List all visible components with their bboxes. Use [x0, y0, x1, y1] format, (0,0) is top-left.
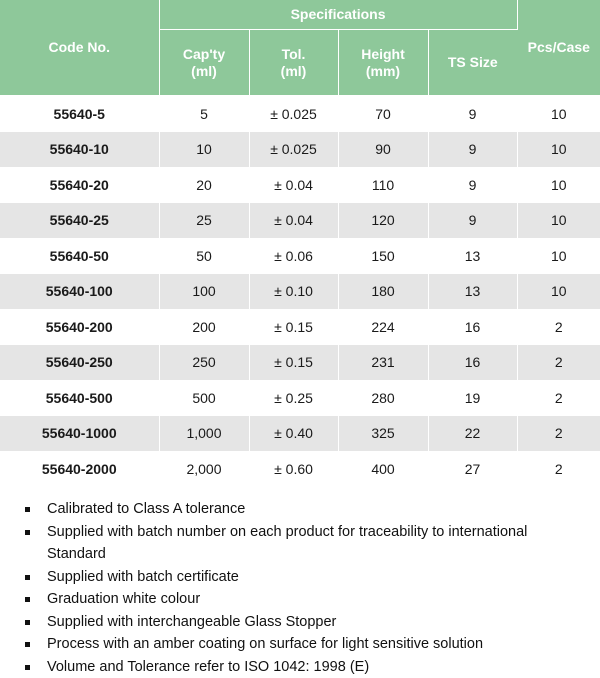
cell-ts-size: 16 — [428, 309, 517, 345]
header-capacity — [159, 30, 249, 96]
cell-height: 325 — [338, 416, 428, 452]
cell-tolerance: ± 0.60 — [249, 451, 338, 487]
cell-pcs-case: 10 — [517, 203, 600, 239]
header-capacity-label: Cap'ty — [183, 46, 225, 62]
header-pcs-case: Pcs/Case — [517, 0, 600, 96]
cell-pcs-case: 10 — [517, 274, 600, 310]
cell-ts-size: 22 — [428, 416, 517, 452]
table-row — [0, 416, 600, 452]
cell-height: 110 — [338, 167, 428, 203]
cell-pcs-case: 10 — [517, 167, 600, 203]
cell-height: 280 — [338, 380, 428, 416]
table-row — [0, 238, 600, 274]
cell-tolerance: ± 0.15 — [249, 309, 338, 345]
list-item-text: Volume and Tolerance refer to ISO 1042: 1998 (E) — [47, 659, 369, 675]
cell-height: 90 — [338, 132, 428, 168]
cell-height: 180 — [338, 274, 428, 310]
cell-capacity: 250 — [159, 345, 249, 381]
cell-capacity: 500 — [159, 380, 249, 416]
cell-code: 55640-250 — [0, 345, 159, 381]
cell-tolerance: ± 0.025 — [249, 96, 338, 132]
list-item-text: Process with an amber coating on surface for light sensitive solution — [47, 636, 483, 652]
cell-height: 150 — [338, 238, 428, 274]
cell-capacity: 5 — [159, 96, 249, 132]
header-height-unit: (mm) — [366, 63, 400, 79]
table-row — [0, 451, 600, 487]
list-item — [0, 498, 600, 521]
cell-pcs-case: 2 — [517, 380, 600, 416]
cell-pcs-case: 10 — [517, 238, 600, 274]
table-row — [0, 167, 600, 203]
list-item-text: Graduation white colour — [47, 591, 200, 607]
bullet-square-icon — [25, 507, 30, 512]
cell-tolerance: ± 0.04 — [249, 203, 338, 239]
bullet-square-icon — [25, 575, 30, 580]
cell-ts-size: 9 — [428, 203, 517, 239]
cell-capacity: 20 — [159, 167, 249, 203]
table-row — [0, 380, 600, 416]
cell-height: 231 — [338, 345, 428, 381]
cell-height: 224 — [338, 309, 428, 345]
cell-pcs-case: 2 — [517, 451, 600, 487]
list-item-text: Calibrated to Class A tolerance — [47, 501, 245, 517]
cell-code: 55640-10 — [0, 132, 159, 168]
cell-ts-size: 13 — [428, 274, 517, 310]
cell-tolerance: ± 0.25 — [249, 380, 338, 416]
cell-capacity: 100 — [159, 274, 249, 310]
cell-pcs-case: 10 — [517, 96, 600, 132]
table-row — [0, 132, 600, 168]
cell-pcs-case: 2 — [517, 416, 600, 452]
feature-list — [0, 498, 600, 678]
cell-capacity: 1,000 — [159, 416, 249, 452]
cell-tolerance: ± 0.40 — [249, 416, 338, 452]
cell-code: 55640-25 — [0, 203, 159, 239]
header-tolerance — [249, 30, 338, 96]
cell-height: 70 — [338, 96, 428, 132]
cell-capacity: 200 — [159, 309, 249, 345]
cell-tolerance: ± 0.04 — [249, 167, 338, 203]
cell-pcs-case: 2 — [517, 345, 600, 381]
cell-code: 55640-2000 — [0, 451, 159, 487]
bullet-square-icon — [25, 620, 30, 625]
header-capacity-unit: (ml) — [191, 63, 217, 79]
bullet-square-icon — [25, 530, 30, 535]
list-item-text: Supplied with interchangeable Glass Stopper — [47, 614, 336, 630]
table-row — [0, 203, 600, 239]
cell-code: 55640-50 — [0, 238, 159, 274]
cell-ts-size: 16 — [428, 345, 517, 381]
cell-pcs-case: 2 — [517, 309, 600, 345]
cell-tolerance: ± 0.15 — [249, 345, 338, 381]
cell-code: 55640-200 — [0, 309, 159, 345]
cell-height: 120 — [338, 203, 428, 239]
cell-code: 55640-5 — [0, 96, 159, 132]
table-row — [0, 345, 600, 381]
list-item — [0, 521, 600, 566]
cell-ts-size: 13 — [428, 238, 517, 274]
header-ts-size: TS Size — [428, 30, 517, 96]
table-row — [0, 274, 600, 310]
bullet-square-icon — [25, 597, 30, 602]
cell-code: 55640-100 — [0, 274, 159, 310]
cell-code: 55640-20 — [0, 167, 159, 203]
bullet-square-icon — [25, 665, 30, 670]
cell-pcs-case: 10 — [517, 132, 600, 168]
cell-capacity: 2,000 — [159, 451, 249, 487]
cell-capacity: 25 — [159, 203, 249, 239]
list-item — [0, 611, 600, 634]
cell-code: 55640-500 — [0, 380, 159, 416]
cell-tolerance: ± 0.06 — [249, 238, 338, 274]
table-row — [0, 96, 600, 132]
header-height — [338, 30, 428, 96]
cell-ts-size: 9 — [428, 96, 517, 132]
cell-tolerance: ± 0.025 — [249, 132, 338, 168]
header-specifications: Specifications — [159, 0, 517, 30]
bullet-square-icon — [25, 642, 30, 647]
list-item — [0, 656, 600, 678]
cell-ts-size: 9 — [428, 167, 517, 203]
cell-ts-size: 9 — [428, 132, 517, 168]
list-item — [0, 588, 600, 611]
cell-height: 400 — [338, 451, 428, 487]
header-tolerance-label: Tol. — [282, 46, 306, 62]
cell-ts-size: 27 — [428, 451, 517, 487]
cell-capacity: 10 — [159, 132, 249, 168]
list-item — [0, 633, 600, 656]
header-code: Code No. — [0, 0, 159, 96]
header-tolerance-unit: (ml) — [281, 63, 307, 79]
list-item — [0, 566, 600, 589]
list-item-text: Supplied with batch certificate — [47, 569, 239, 585]
header-height-label: Height — [361, 46, 405, 62]
cell-ts-size: 19 — [428, 380, 517, 416]
cell-capacity: 50 — [159, 238, 249, 274]
table-row — [0, 309, 600, 345]
cell-code: 55640-1000 — [0, 416, 159, 452]
cell-tolerance: ± 0.10 — [249, 274, 338, 310]
list-item-text: Supplied with batch number on each product for traceability to international Standard — [47, 524, 527, 563]
